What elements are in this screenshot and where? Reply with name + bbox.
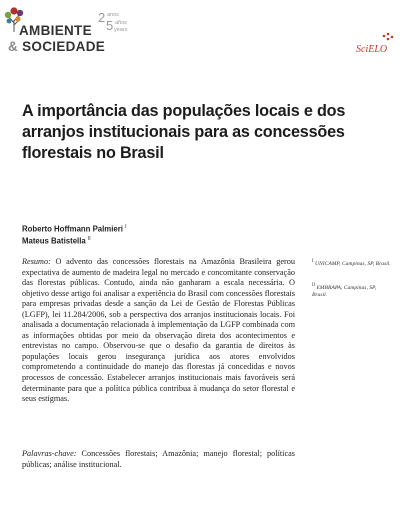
- author-2-name: Mateus Batistella: [22, 236, 86, 246]
- keywords-text: Concessões florestais; Amazônia; manejo florestal; políticas públicas; análise institucional.: [22, 449, 295, 469]
- scielo-logo-dot: [387, 38, 390, 41]
- author-1: [22, 224, 127, 234]
- affiliation-1-mark: I: [312, 259, 314, 264]
- tree-leaf: [17, 10, 23, 16]
- affiliation-2-org: EMBRAPA, Campinas, SP, Brasil.: [312, 284, 377, 299]
- scielo-logo-text: SciELO: [356, 44, 388, 55]
- author-2: [22, 236, 91, 246]
- scielo-logo-dot: [387, 33, 390, 36]
- journal-word-sociedade: SOCIEDADE: [22, 39, 106, 54]
- anniversary-digit-5: 5: [106, 18, 114, 33]
- tree-leaf: [7, 19, 12, 24]
- author-2-mark: II: [87, 236, 91, 242]
- keywords: [22, 449, 295, 470]
- anniversary-badge: [98, 7, 132, 41]
- abstract: [22, 257, 295, 405]
- affiliation-2: [312, 282, 392, 300]
- author-1-mark: I: [125, 224, 127, 230]
- scielo-logo-dot: [383, 35, 386, 38]
- anniversary-word-anos-es: años: [115, 20, 127, 26]
- journal-word-ambiente: AMBIENTE: [19, 23, 92, 38]
- scielo-logo: [350, 30, 398, 60]
- tree-leaf: [10, 7, 17, 14]
- abstract-text: O advento das concessões florestais na Amazônia Brasileira gerou expectativa de aumento de madeira legal no mercado e concomitante conservação das florestas públicas. Contudo, ainda não ganharam a escala necessária. O objetivo desse artigo foi analisar a experiência do Brasil com concessões florestais para empresas privadas desde a sanção da Lei de Gestão de Florestas Públicas (LGFP), lei 11.284/2006, sob a perspectiva dos arranjos institucionais locais. Foi analisada a documentação relacionada à implementação da LGFP combinada com as informações obtidas por meio da observação direta dos acontecimentos e entrevistas no campo. Observou-se que o desafio da garantia de direitos às populações locais gerou insegurança jurídica aos atores envolvidos comprometendo a continuidade do manejo das florestas já concedidas e novos processos de concessão. Estabelecer arranjos institucionais mais favoráveis será determinante para que a política pública contribua à mudança do setor florestal e seus estigmas.: [22, 257, 295, 404]
- affiliation-1-org: UNICAMP, Campinas, SP, Brasil.: [314, 260, 391, 267]
- keywords-label: Palavras-chave:: [22, 449, 77, 458]
- abstract-label: Resumo:: [22, 257, 51, 266]
- tree-leaf: [15, 16, 20, 21]
- anniversary-word-years: years: [114, 27, 128, 33]
- scielo-logo-dot: [391, 36, 394, 39]
- affiliation-2-mark: II: [312, 283, 316, 288]
- journal-name-line2: [8, 39, 105, 54]
- anniversary-word-anos: anos: [107, 12, 119, 18]
- journal-ampersand: &: [8, 39, 19, 54]
- article-title: A importância das populações locais e dos arranjos institucionais para as concessões florestais no Brasil: [22, 102, 346, 162]
- journal-name-line1: [19, 23, 92, 38]
- anniversary-digit-2: 2: [98, 10, 106, 25]
- author-1-name: Roberto Hoffmann Palmieri: [22, 224, 123, 234]
- affiliation-1: [312, 258, 392, 268]
- tree-leaf: [5, 12, 11, 18]
